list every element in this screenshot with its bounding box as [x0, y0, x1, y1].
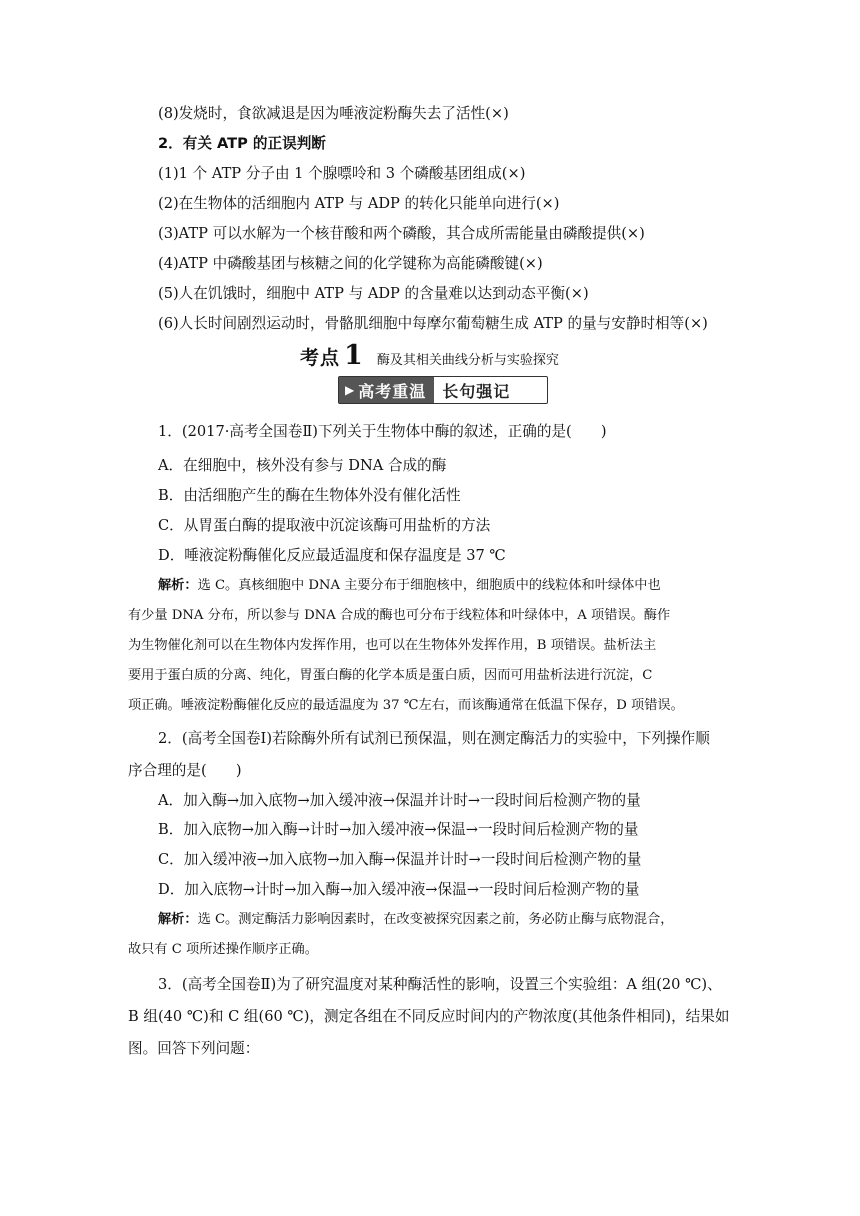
q3-stem-text: 为了研究温度对某种酶活性的影响，设置三个实验组：A 组(20 ℃)、 — [276, 976, 722, 993]
atp-item-6: (6)人长时间剧烈运动时，骨骼肌细胞中每摩尔葡萄糖生成 ATP 的量与安静时相等(×) — [158, 315, 708, 332]
q3-number: 3． — [158, 976, 182, 993]
q3-stem-line-1 — [158, 975, 722, 995]
q2-option-d: D．加入底物→计时→加入酶→加入缓冲液→保温→一段时间后检测产物的量 — [158, 881, 640, 898]
q2-number: 2． — [158, 730, 182, 747]
section-heading — [300, 340, 559, 371]
q2-option-c: C．加入缓冲液→加入底物→加入酶→保温并计时→一段时间后检测产物的量 — [158, 851, 642, 868]
banner-right — [434, 377, 518, 403]
q2-analysis-label: 解析： — [158, 912, 198, 927]
play-arrow-icon: ▶ — [345, 383, 355, 397]
atp-item-4: (4)ATP 中磷酸基团与核糖之间的化学键称为高能磷酸键(×) — [158, 255, 543, 272]
banner-part2: 长句强记 — [442, 381, 511, 401]
q1-option-c: C．从胃蛋白酶的提取液中沉淀该酶可用盐析的方法 — [158, 517, 491, 534]
heading-subtitle: 酶及其相关曲线分析与实验探究 — [376, 353, 559, 368]
q1-option-d: D．唾液淀粉酶催化反应最适温度和保存温度是 37 ℃ — [158, 547, 506, 564]
atp-item-5: (5)人在饥饿时，细胞中 ATP 与 ADP 的含量难以达到动态平衡(×) — [158, 285, 589, 302]
q2-analysis-line-2: 故只有 C 项所述操作顺序正确。 — [128, 942, 318, 957]
section-2-title: 2．有关 ATP 的正误判断 — [158, 135, 326, 152]
banner-part1: 高考重温 — [358, 381, 427, 401]
q1-stem-text: 下列关于生物体中酶的叙述，正确的是( ) — [317, 423, 607, 440]
q1-analysis-line-1 — [158, 576, 661, 596]
q3-stem-line-3: 图。回答下列问题： — [128, 1040, 260, 1057]
q1-stem — [158, 422, 607, 442]
q1-number: 1． — [158, 423, 182, 440]
atp-item-1: (1)1 个 ATP 分子由 1 个腺嘌呤和 3 个磷酸基团组成(×) — [158, 165, 526, 182]
q1-analysis-text-1: 选 C。真核细胞中 DNA 主要分布于细胞核中，细胞质中的线粒体和叶绿体中也 — [197, 578, 661, 593]
intro-item-8: (8)发烧时，食欲减退是因为唾液淀粉酶失去了活性(×) — [158, 105, 509, 122]
review-banner — [338, 376, 548, 404]
q2-stem-line-1 — [158, 729, 710, 749]
atp-item-3: (3)ATP 可以水解为一个核苷酸和两个磷酸，其合成所需能量由磷酸提供(×) — [158, 225, 645, 242]
q3-stem-line-2: B 组(40 ℃)和 C 组(60 ℃)，测定各组在不同反应时间内的产物浓度(其他条件相同)，结果如 — [128, 1008, 730, 1025]
q2-option-b: B．加入底物→加入酶→计时→加入缓冲液→保温→一段时间后检测产物的量 — [158, 821, 639, 838]
q1-option-a: A．在细胞中，核外没有参与 DNA 合成的酶 — [158, 457, 447, 474]
q2-stem-line-2: 序合理的是( ) — [128, 762, 242, 779]
q1-analysis-line-5: 项正确。唾液淀粉酶催化反应的最适温度为 37 ℃左右，而该酶通常在低温下保存，D 项错误。 — [128, 698, 684, 713]
atp-item-2: (2)在生物体的活细胞内 ATP 与 ADP 的转化只能单向进行(×) — [158, 195, 560, 212]
q1-option-b: B．由活细胞产生的酶在生物体外没有催化活性 — [158, 487, 461, 504]
q1-analysis-line-2: 有少量 DNA 分布，所以参与 DNA 合成的酶也可分布于线粒体和叶绿体中，A 项错误。酶作 — [128, 608, 671, 623]
q2-stem-text: 若除酶外所有试剂已预保温，则在测定酶活力的实验中，下列操作顺 — [272, 730, 710, 747]
q1-analysis-label: 解析： — [158, 578, 198, 593]
q2-analysis-line-1 — [158, 910, 673, 930]
q2-analysis-text-1: 选 C。测定酶活力影响因素时，在改变被探究因素之前，务必防止酶与底物混合， — [197, 912, 674, 927]
q1-analysis-line-3: 为生物催化剂可以在生物体内发挥作用，也可以在生物体外发挥作用，B 项错误。盐析法主 — [128, 638, 657, 653]
q1-source: (2017·高考全国卷Ⅱ) — [181, 423, 318, 440]
heading-label: 考点 — [300, 347, 341, 369]
q2-option-a: A．加入酶→加入底物→加入缓冲液→保温并计时→一段时间后检测产物的量 — [158, 792, 641, 809]
q3-source: (高考全国卷Ⅱ) — [181, 976, 277, 993]
q1-analysis-line-4: 要用于蛋白质的分离、纯化，胃蛋白酶的化学本质是蛋白质，因而可用盐析法进行沉淀，C — [128, 668, 653, 683]
heading-number: 1 — [344, 340, 363, 371]
banner-left — [339, 377, 434, 403]
q2-source: (高考全国卷Ⅰ) — [181, 730, 273, 747]
